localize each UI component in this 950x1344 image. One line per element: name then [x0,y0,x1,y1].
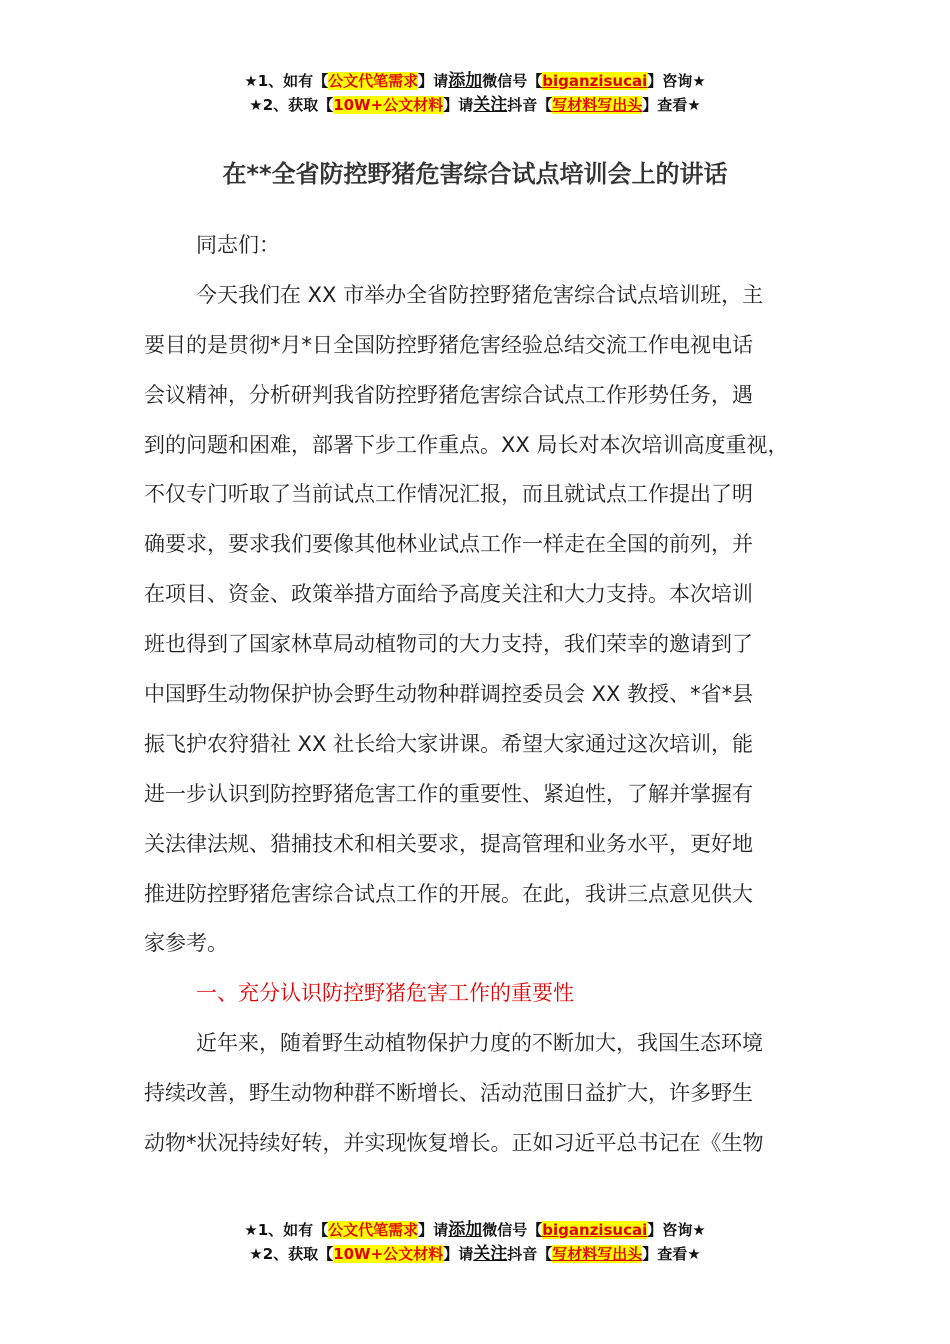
promo-text: 抖音【 [507,1245,553,1263]
promo-highlight: 公文代笔需求 [328,72,419,90]
promo-text: 】咨询★ [647,1221,706,1239]
promo-text: 】咨询★ [647,72,706,90]
wechat-id: biganzisucai [542,72,648,90]
promo-line-2 [0,93,950,117]
promo-highlight: 10W+公文材料 [333,1245,444,1263]
promo-emphasis: 添加 [448,71,483,91]
douyin-account: 写材料写出头 [552,96,643,114]
body-text-line: 近年来，随着野生动植物保护力度的不断加大，我国生态环境 [196,1031,763,1056]
body-text-line: 不仅专门听取了当前试点工作情况汇报，而且就试点工作提出了明 [144,482,753,507]
body-text-line: 振飞护农狩猎社 XX 社长给大家讲课。希望大家通过这次培训，能 [144,731,754,756]
promo-highlight: 10W+公文材料 [333,96,444,114]
body-text-line: 会议精神，分析研判我省防控野猪危害综合试点工作形势任务，遇 [144,382,753,407]
body-text-line: 家参考。 [144,931,228,956]
promo-banner-bottom [0,1218,950,1266]
body-text-line: 中国野生动物保护协会野生动物种群调控委员会 XX 教授、*省*县 [144,682,754,707]
promo-highlight: 公文代笔需求 [328,1221,419,1239]
body-text-line: 今天我们在 XX 市举办全省防控野猪危害综合试点培训班，主 [196,282,764,307]
promo-emphasis: 关注 [473,1244,508,1264]
promo-text: ★2、获取【 [249,96,334,114]
body-text-line: 同志们： [196,233,280,257]
promo-text: ★1、如有【 [244,72,329,90]
body-text-line: 持续改善，野生动物种群不断增长、活动范围日益扩大，许多野生 [144,1081,753,1106]
body-text-line: 关法律法规、猎捕技术和相关要求，提高管理和业务水平，更好地 [144,831,753,856]
body-text-line: 到的问题和困难，部署下步工作重点。XX 局长对本次培训高度重视， [144,432,789,457]
promo-emphasis: 添加 [448,1220,483,1240]
body-text-line: 班也得到了国家林草局动植物司的大力支持，我们荣幸的邀请到了 [144,632,753,657]
document-title: 在**全省防控野猪危害综合试点培训会上的讲话 [222,160,728,188]
body-text-line: 进一步认识到防控野猪危害工作的重要性、紧迫性，了解并掌握有 [144,781,753,806]
promo-text: 】请 [443,96,474,114]
promo-text: 微信号【 [482,1221,543,1239]
body-text-line: 在项目、资金、政策举措方面给予高度关注和大力支持。本次培训 [144,582,753,607]
body-text-line: 动物*状况持续好转，并实现恢复增长。正如习近平总书记在《生物 [144,1131,764,1156]
promo-banner-top [0,69,950,117]
promo-text: ★1、如有【 [244,1221,329,1239]
promo-text: 】查看★ [642,1245,701,1263]
promo-emphasis: 关注 [473,95,508,115]
section-heading: 一、充分认识防控野猪危害工作的重要性 [196,981,574,1006]
promo-text: 】请 [443,1245,474,1263]
document-body [144,224,844,1172]
body-text-line: 确要求，要求我们要像其他林业试点工作一样走在全国的前列，并 [144,532,753,557]
promo-text: 微信号【 [482,72,543,90]
promo-line-1 [0,1218,950,1242]
promo-line-1 [0,69,950,93]
body-text-line: 要目的是贯彻*月*日全国防控野猪危害经验总结交流工作电视电话 [144,332,753,357]
body-text-line: 推进防控野猪危害综合试点工作的开展。在此，我讲三点意见供大 [144,881,753,906]
douyin-account: 写材料写出头 [552,1245,643,1263]
promo-text: 】查看★ [642,96,701,114]
promo-text: 抖音【 [507,96,553,114]
promo-text: 】请 [418,1221,449,1239]
promo-line-2 [0,1242,950,1266]
promo-text: ★2、获取【 [249,1245,334,1263]
wechat-id: biganzisucai [542,1221,648,1239]
promo-text: 】请 [418,72,449,90]
